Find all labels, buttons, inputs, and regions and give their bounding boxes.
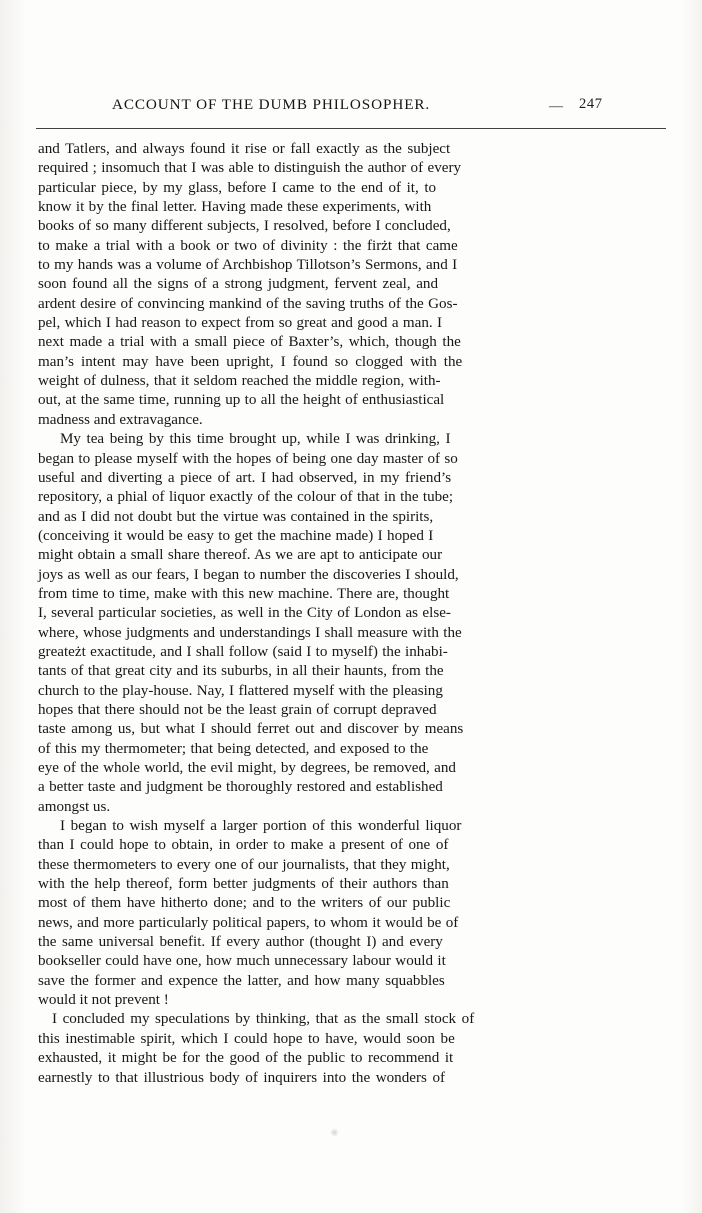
text-line: madness and extravagance. bbox=[38, 411, 203, 428]
text-line: particular piece, by my glass, before I came to the end of it, to bbox=[38, 179, 437, 196]
text-line: these thermometers to every one of our journalists, that they might, bbox=[38, 856, 450, 873]
text-line: news, and more particularly political papers, to whom it would be of bbox=[38, 914, 459, 931]
text-line: (conceiving it would be easy to get the machine made) I hoped I bbox=[38, 527, 434, 544]
text-line: pel, which I had reason to expect from so great and good a man. I bbox=[38, 315, 443, 332]
text-line: earnestly to that illustrious body of inquirers into the wonders of bbox=[38, 1069, 446, 1086]
text-line: of this my thermometer; that being detected, and exposed to the bbox=[38, 740, 429, 757]
text-line: from time to time, make with this new machine. There are, thought bbox=[38, 585, 450, 602]
text-line: hopes that there should not be the least grain of corrupt depraved bbox=[38, 701, 437, 718]
text-line: exhausted, it might be for the good of the public to recommend it bbox=[38, 1050, 454, 1067]
paragraph bbox=[38, 817, 666, 1010]
paragraph bbox=[38, 1010, 666, 1087]
text-line: weight of dulness, that it seldom reached the middle region, with- bbox=[38, 373, 441, 390]
text-line: tants of that great city and its suburbs, in all their haunts, from the bbox=[38, 663, 444, 680]
text-line: I concluded my speculations by thinking, that as the small stock of bbox=[52, 1011, 475, 1028]
text-line: taste among us, but what I should ferret out and discover by means bbox=[38, 721, 464, 738]
page-edge-shadow-left bbox=[0, 0, 26, 1213]
text-line: amongst us. bbox=[38, 798, 111, 815]
page-edge-shadow-right bbox=[680, 0, 702, 1213]
text-line: useful and diverting a piece of art. I had observed, in my friend’s bbox=[38, 469, 452, 486]
text-line: where, whose judgments and understandings I shall measure with the bbox=[38, 624, 462, 641]
text-line: most of them have hitherto done; and to the writers of our public bbox=[38, 895, 451, 912]
text-line: eye of the whole world, the evil might, by degrees, be removed, and bbox=[38, 760, 456, 776]
text-line: My tea being by this time brought up, while I was drinking, I bbox=[60, 431, 451, 448]
text-line: save the former and expence the latter, and how many squabbles bbox=[38, 972, 445, 989]
running-head bbox=[36, 96, 666, 118]
text-line: and Tatlers, and always found it rise or fall exactly as the subject bbox=[38, 141, 451, 157]
text-line: repository, a phial of liquor exactly of the colour of that in the tube; bbox=[38, 489, 454, 506]
paper-smudge bbox=[330, 1128, 339, 1137]
running-head-dash: — bbox=[549, 99, 563, 114]
text-line: with the help thereof, form better judgments of their authors than bbox=[38, 876, 449, 893]
text-line: this inestimable spirit, which I could hope to have, would soon be bbox=[38, 1030, 455, 1047]
text-line: began to please myself with the hopes of being one day master of so bbox=[38, 450, 458, 467]
text-line: church to the play-house. Nay, I flattered myself with the pleasing bbox=[38, 682, 443, 699]
text-line: would it not prevent ! bbox=[38, 992, 169, 1009]
text-line: soon found all the signs of a strong judgment, fervent zeal, and bbox=[38, 276, 438, 293]
text-line: books of so many different subjects, I resolved, before I concluded, bbox=[38, 218, 451, 235]
text-line: ardent desire of convincing mankind of the saving truths of the Gos- bbox=[38, 295, 458, 312]
text-line: greateżt exactitude, and I shall follow (said I to myself) the inhabi- bbox=[38, 643, 448, 660]
page-content-area bbox=[36, 0, 666, 1213]
text-line: and as I did not doubt but the virtue was contained in the spirits, bbox=[38, 508, 434, 525]
text-line: out, at the same time, running up to all the height of enthusiastical bbox=[38, 392, 445, 409]
text-line: might obtain a small share thereof. As we are apt to anticipate our bbox=[38, 547, 443, 564]
text-line: next made a trial with a small piece of Baxter’s, which, though the bbox=[38, 334, 461, 351]
text-line: a better taste and judgment be thoroughly restored and established bbox=[38, 779, 443, 796]
text-line: to make a trial with a book or two of divinity : the firżt that came bbox=[38, 237, 458, 254]
paragraph bbox=[38, 430, 666, 817]
text-line: I, several particular societies, as well in the City of London as else- bbox=[38, 605, 451, 622]
text-line: know it by the final letter. Having made these experiments, with bbox=[38, 199, 432, 216]
body-text bbox=[38, 140, 666, 1088]
header-rule bbox=[36, 128, 666, 129]
text-line: required ; insomuch that I was able to distinguish the author of every bbox=[38, 160, 462, 177]
page-number: 247 bbox=[579, 96, 603, 112]
text-line: the same universal benefit. If every author (thought I) and every bbox=[38, 934, 443, 951]
text-line: to my hands was a volume of Archbishop Tillotson’s Sermons, and I bbox=[38, 257, 458, 274]
paragraph bbox=[38, 140, 666, 430]
text-line: than I could hope to obtain, in order to make a present of one of bbox=[38, 837, 449, 854]
text-line: bookseller could have one, how much unnecessary labour would it bbox=[38, 953, 446, 970]
text-line: joys as well as our fears, I began to number the discoveries I should, bbox=[38, 566, 459, 583]
running-head-title: ACCOUNT OF THE DUMB PHILOSOPHER. bbox=[112, 96, 431, 113]
text-line: I began to wish myself a larger portion of this wonderful liquor bbox=[60, 818, 462, 835]
text-line: man’s intent may have been upright, I found so clogged with the bbox=[38, 353, 463, 370]
